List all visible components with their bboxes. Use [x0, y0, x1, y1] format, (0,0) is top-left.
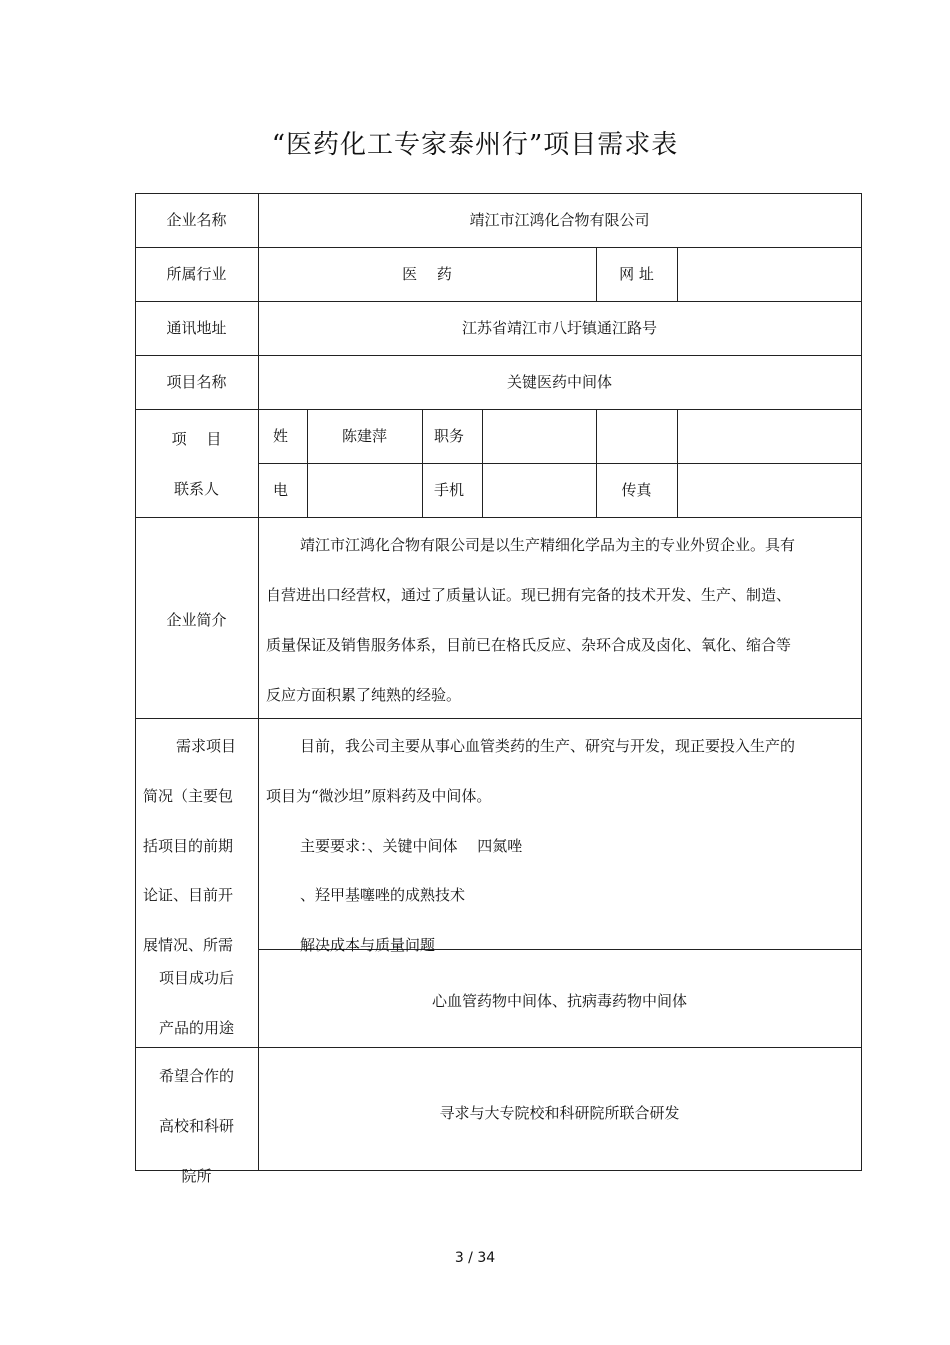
demand-line: 项目为“微沙坦”原料药及中间体。: [266, 787, 492, 805]
demand-label-line: 展情况、所需: [143, 936, 234, 954]
partner-label-line: 高校和科研: [158, 1117, 234, 1135]
address-label: 通讯地址: [166, 319, 227, 337]
partner-value: 寻求与大专院校和科研院所联合研发: [439, 1104, 680, 1122]
intro-label: 企业简介: [166, 611, 227, 629]
demand-label-line: 简况（主要包: [143, 787, 234, 805]
company-name-value: 靖江市江鸿化合物有限公司: [469, 211, 650, 229]
address-value: 江苏省靖江市八圩镇通江路号: [461, 319, 657, 337]
project-name-value: 关键医药中间体: [506, 373, 612, 391]
demand-line: 主要要求：、关键中间体 四氮唑: [300, 837, 523, 855]
intro-line: 反应方面积累了纯熟的经验。: [266, 686, 462, 704]
demand-label-line: 论证、目前开: [143, 886, 234, 904]
demand-line: 解决成本与质量问题: [300, 936, 436, 954]
partner-label-line: 院所: [181, 1167, 212, 1185]
industry-value: 医 药: [402, 265, 452, 283]
intro-line: 靖江市江鸿化合物有限公司是以生产精细化学品为主的专业外贸企业。具有: [300, 536, 796, 554]
website-label: 网 址: [619, 265, 654, 283]
phone-label: 电: [273, 481, 289, 499]
project-name-label: 项目名称: [166, 373, 227, 391]
demand-label-line: 括项目的前期: [143, 837, 234, 855]
position-label: 职务: [434, 427, 465, 445]
page-title: “医药化工专家泰州行”项目需求表: [271, 130, 679, 160]
demand-line: 目前，我公司主要从事心血管类药的生产、研究与开发，现正要投入生产的: [300, 737, 796, 755]
mobile-label: 手机: [434, 481, 465, 499]
contact-name-value: 陈建萍: [341, 427, 387, 445]
name-label: 姓: [273, 427, 289, 445]
demand-line: 、羟甲基噻唑的成熟技术: [300, 886, 466, 904]
fax-label: 传真: [621, 481, 652, 499]
contact-label-line1: 项 目: [171, 430, 222, 448]
use-value: 心血管药物中间体、抗病毒药物中间体: [431, 992, 687, 1010]
contact-label-line2: 联系人: [173, 480, 219, 498]
intro-line: 自营进出口经营权，通过了质量认证。现已拥有完备的技术开发、生产、制造、: [266, 586, 792, 604]
use-label-line: 项目成功后: [158, 969, 234, 987]
page-number: 3 / 34: [454, 1250, 496, 1266]
intro-line: 质量保证及销售服务体系，目前已在格氏反应、杂环合成及卤化、氧化、缩合等: [266, 636, 792, 654]
use-label-line: 产品的用途: [158, 1019, 234, 1037]
demand-label-line: 需求项目: [176, 737, 237, 755]
partner-label-line: 希望合作的: [158, 1067, 234, 1085]
company-name-label: 企业名称: [166, 211, 227, 229]
industry-label: 所属行业: [166, 265, 227, 283]
